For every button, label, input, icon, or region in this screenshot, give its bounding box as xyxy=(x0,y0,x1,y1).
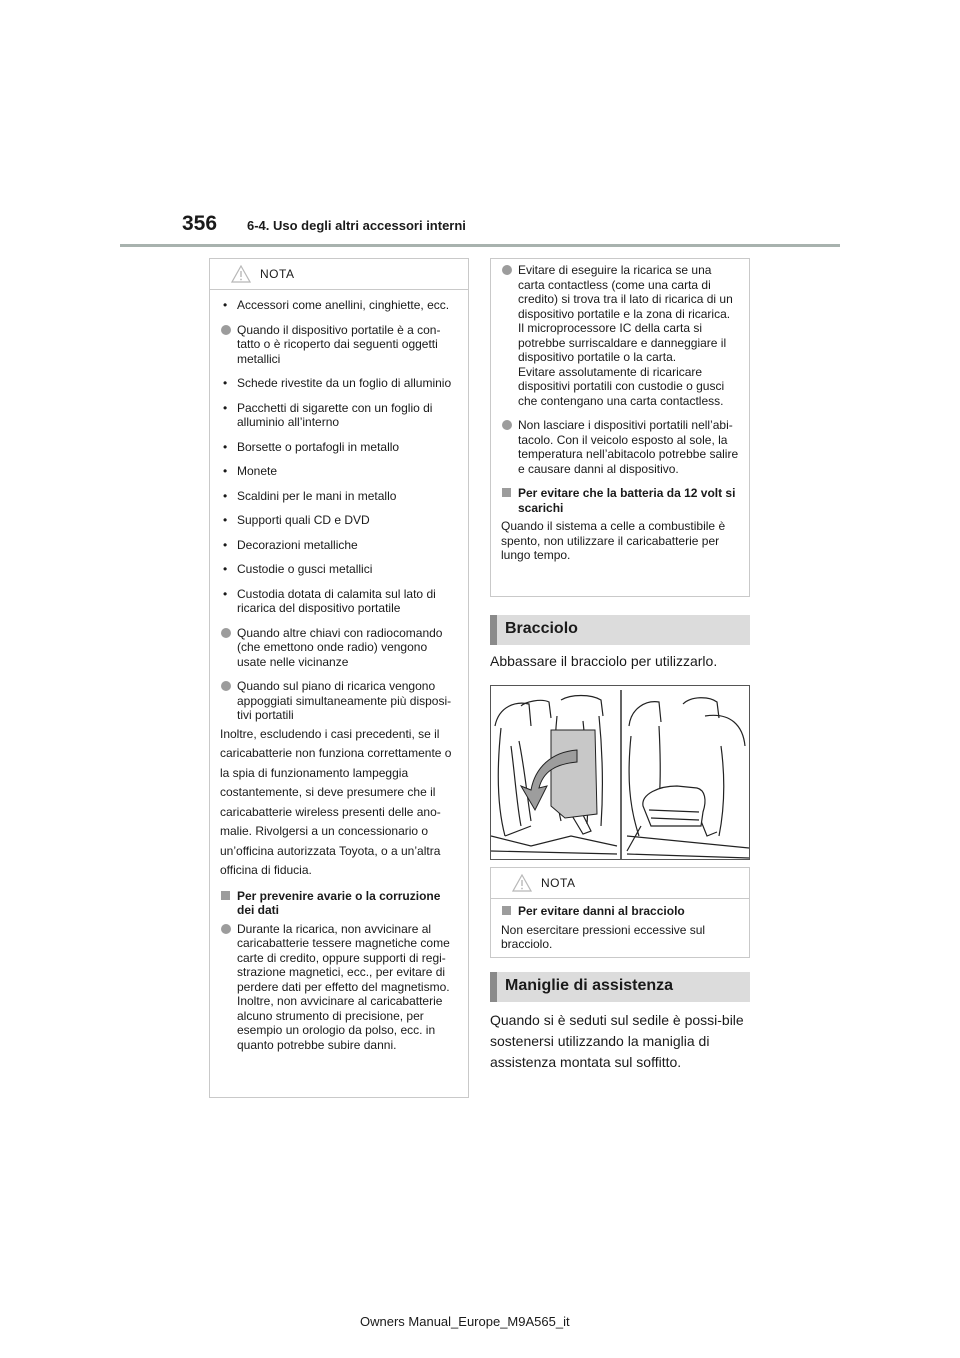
subheading: Per prevenire avarie o la corruzione dei dati xyxy=(220,889,458,918)
armrest-illustration xyxy=(490,685,750,860)
subheading: Per evitare danni al bracciolo xyxy=(501,904,739,919)
list-item: Durante la ricarica, non avvicinare al caricabatterie tessere magnetiche come carte di credito, oppure supporti di regi-strazione magnetici, ecc., per evitare di perdere dati per effetto del magnetismo. Inoltre, non avvicinare al caricabatterie alcuno strumento di precisione, per esempio un orologio da polso, ecc. in quanto potrebbe subire danni. xyxy=(220,922,458,1053)
armrest-note-box xyxy=(490,867,750,958)
armrest-heading: Bracciolo xyxy=(505,620,578,637)
list-item: • Accessori come anellini, cinghiette, ecc. xyxy=(223,298,450,312)
square-bullet-icon xyxy=(221,891,230,900)
circle-bullet-icon xyxy=(502,265,512,275)
note-title: NOTA xyxy=(260,267,295,281)
list-item: • Monete xyxy=(223,464,278,478)
square-bullet-icon xyxy=(502,906,511,915)
right-note-box xyxy=(490,258,750,597)
grab-handles-text: Quando si è seduti sul sedile è possi-bile sostenersi utilizzando la maniglia di assistenza montata sul soffitto. xyxy=(490,1012,744,1070)
list-item: • Custodia dotata di calamita sul lato di ricarica del dispositivo portatile xyxy=(223,586,436,615)
list-item: • Scaldini per le mani in metallo xyxy=(223,488,397,503)
left-note-box xyxy=(209,258,469,1098)
list-item: Quando sul piano di ricarica vengono appoggiati simultaneamente più disposi-tivi portatili xyxy=(220,679,458,723)
list-item: Evitare di eseguire la ricarica se una carta contactless (come una carta di credito) si trova tra il lato di ricarica di un dispositivo portatile e la zona di ricarica. Il microprocessore IC della carta si potrebbe surriscaldare e danneggiare il dispositivo portatile o la carta. Evitare assolutamente di ricaricare dispositivi portatili con custodie o gusci che contengano una carta contactless. xyxy=(501,263,739,408)
circle-bullet-icon xyxy=(221,628,231,638)
circle-bullet-icon xyxy=(221,325,231,335)
circle-bullet-icon xyxy=(502,420,512,430)
malfunction-paragraph: Inoltre, escludendo i casi precedenti, se il caricabatterie non funziona correttamente o la spia di funzionamento lampeggia costantemente, si deve presumere che il caricabatterie wireless presenti delle ano-malie. Rivolgersi a un concessionario o un’officina autorizzata Toyota, o a un’altra officina di fiducia. xyxy=(220,726,452,877)
section-header: 6-4. Uso degli altri accessori interni xyxy=(247,218,466,233)
circle-bullet-icon xyxy=(221,681,231,691)
armrest-text: Abbassare il bracciolo per utilizzarlo. xyxy=(490,653,718,669)
list-item: • Supporti quali CD e DVD xyxy=(223,513,370,527)
subheading: Per evitare che la batteria da 12 volt si scarichi xyxy=(501,486,739,515)
list-item: Quando il dispositivo portatile è a con-tatto o è ricoperto dai seguenti oggetti metallici xyxy=(220,323,458,367)
section-banner-grab-handles xyxy=(490,972,750,1002)
list-item: • Pacchetti di sigarette con un foglio di alluminio all’interno xyxy=(223,400,433,429)
battery-text: Quando il sistema a celle a combustibile è spento, non utilizzare il caricabatterie per lungo tempo. xyxy=(501,519,726,562)
list-item: • Schede rivestite da un foglio di alluminio xyxy=(223,376,452,390)
circle-bullet-icon xyxy=(221,924,231,934)
armrest-drawing xyxy=(491,686,749,859)
header-divider xyxy=(120,244,840,247)
armrest-note-text: Non esercitare pressioni eccessive sul bracciolo. xyxy=(501,922,706,951)
warning-icon xyxy=(231,265,251,283)
footer-text: Owners Manual_Europe_M9A565_it xyxy=(360,1314,570,1329)
list-item: Quando altre chiavi con radiocomando (che emettono onde radio) vengono usate nelle vicinanze xyxy=(220,626,458,670)
square-bullet-icon xyxy=(502,488,511,497)
list-item: • Custodie o gusci metallici xyxy=(223,562,373,576)
list-item: • Decorazioni metalliche xyxy=(223,537,358,552)
note-title: NOTA xyxy=(541,876,576,890)
grab-handles-heading: Maniglie di assistenza xyxy=(505,977,674,994)
list-item: Non lasciare i dispositivi portatili nell’abi-tacolo. Con il veicolo esposto al sole, la temperatura nell’abitacolo potrebbe salire e causare danni al dispositivo. xyxy=(501,418,739,476)
list-item: • Borsette o portafogli in metallo xyxy=(223,439,400,454)
warning-icon xyxy=(512,874,532,892)
page-number: 356 xyxy=(182,212,218,235)
section-banner-armrest xyxy=(490,615,750,645)
note-header xyxy=(491,868,749,899)
note-header xyxy=(210,259,468,290)
